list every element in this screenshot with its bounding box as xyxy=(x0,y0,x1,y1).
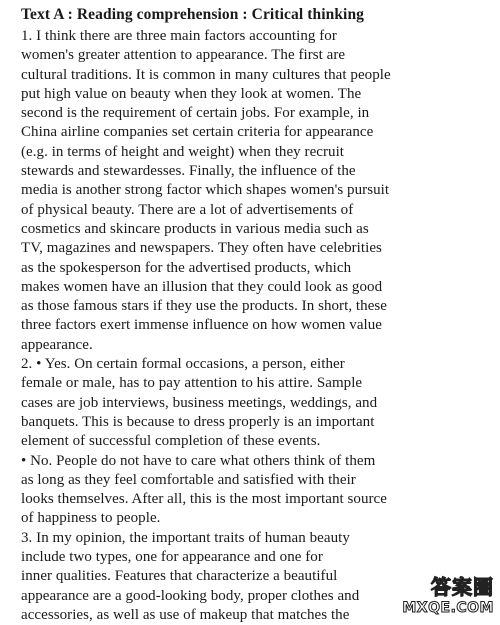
text-line: inner qualities. Features that characterize a beautiful xyxy=(21,568,338,585)
text-line: cosmetics and skincare products in various media such as xyxy=(21,220,369,237)
watermark-bottom-text: MXQE.COM xyxy=(402,600,494,616)
watermark-top-text: 答案圈 xyxy=(431,575,494,599)
text-line: appearance are a good-looking body, proper clothes and xyxy=(21,587,360,604)
text-line: looks themselves. After all, this is the most important source xyxy=(21,491,387,508)
text-line: stewards and stewardesses. Finally, the influence of the xyxy=(21,163,356,180)
text-line: • No. People do not have to care what others think of them xyxy=(21,452,376,469)
text-line: three factors exert immense influence on how women value xyxy=(21,317,382,334)
text-line: appearance. xyxy=(21,336,93,353)
text-line: 1. I think there are three main factors accounting for xyxy=(21,28,337,44)
text-line: banquets. This is because to dress properly is an important xyxy=(21,413,375,430)
text-line: of physical beauty. There are a lot of advertisements of xyxy=(21,201,354,218)
text-line: 2. • Yes. On certain formal occasions, a person, either xyxy=(21,356,345,373)
text-line: of happiness to people. xyxy=(21,510,161,527)
text-line: 3. In my opinion, the important traits of human beauty xyxy=(21,529,350,546)
text-line: women's greater attention to appearance. The first are xyxy=(21,47,346,64)
text-line: element of successful completion of these events. xyxy=(21,433,321,450)
text-line: as those famous stars if they use the products. In short, these xyxy=(21,298,387,315)
text-line: put high value on beauty when they look at women. The xyxy=(21,85,362,102)
text-line: media is another strong factor which shapes women's pursuit xyxy=(21,182,390,199)
text-line: cases are job interviews, business meetings, weddings, and xyxy=(21,394,378,411)
document-title: Text A : Reading comprehension : Critical thinking xyxy=(21,6,365,23)
text-line: TV, magazines and newspapers. They often have celebrities xyxy=(21,240,382,257)
text-line: include two types, one for appearance and one for xyxy=(21,549,323,566)
text-line: (e.g. in terms of height and weight) when they recruit xyxy=(21,143,345,160)
text-line: female or male, has to pay attention to his attire. Sample xyxy=(21,375,363,392)
text-line: as long as they feel comfortable and satisfied with their xyxy=(21,471,356,488)
text-line: as the spokesperson for the advertised products, which xyxy=(21,259,352,276)
text-line: makes women have an illusion that they could look as good xyxy=(21,278,383,295)
document-body xyxy=(21,27,492,625)
text-line: accessories, as well as use of makeup that matches the xyxy=(21,606,350,623)
watermark-logo xyxy=(398,576,498,616)
text-line: second is the requirement of certain jobs. For example, in xyxy=(21,105,370,122)
text-line: cultural traditions. It is common in many cultures that people xyxy=(21,66,391,83)
text-line: China airline companies set certain criteria for appearance xyxy=(21,124,374,141)
